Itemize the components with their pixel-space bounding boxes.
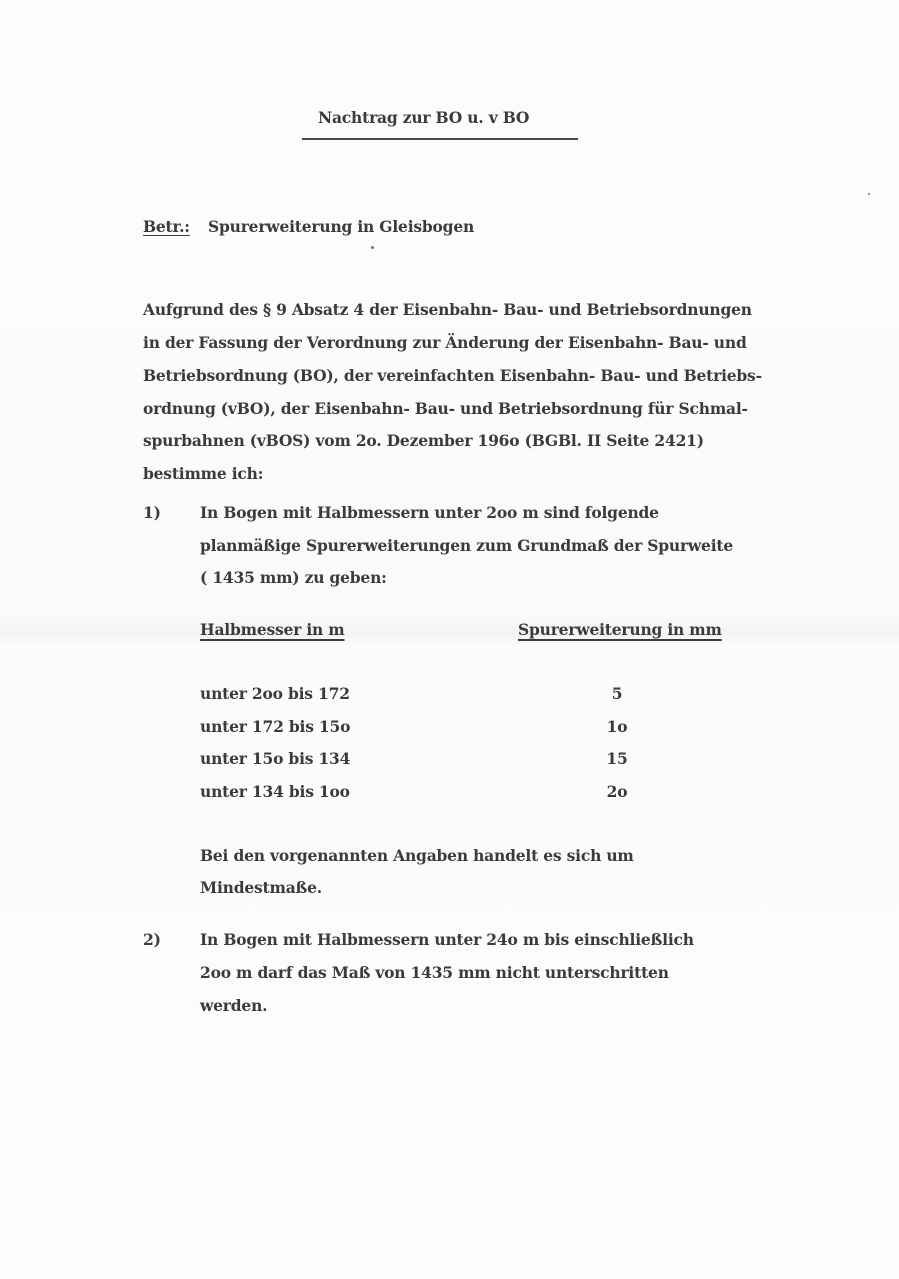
document-title: Nachtrag zur BO u. v BO (318, 108, 530, 127)
item-1-line: In Bogen mit Halbmessern unter 2oo m sind folgende (200, 503, 659, 522)
intro-line: Aufgrund des § 9 Absatz 4 der Eisenbahn- Bau- und Betriebsordnungen (143, 300, 752, 319)
item-1-number: 1) (143, 503, 161, 522)
item-1-line: ( 1435 mm) zu geben: (200, 568, 387, 587)
table-header-radius: Halbmesser in m (200, 620, 345, 639)
table-cell-radius: unter 172 bis 15o (200, 717, 351, 736)
intro-line: spurbahnen (vBOS) vom 2o. Dezember 196o (BGBl. II Seite 2421) (143, 431, 704, 450)
subject-text: Spurerweiterung in Gleisbogen (208, 217, 475, 236)
table-header-widening: Spurerweiterung in mm (518, 620, 722, 639)
intro-line: in der Fassung der Verordnung zur Änderung der Eisenbahn- Bau- und (143, 333, 747, 352)
item-2-line: werden. (200, 996, 268, 1015)
table-cell-radius: unter 15o bis 134 (200, 749, 351, 768)
table-cell-radius: unter 134 bis 1oo (200, 782, 350, 801)
paper-speck (868, 193, 870, 195)
table-cell-widening: 1o (606, 717, 628, 736)
item-1-line: planmäßige Spurerweiterungen zum Grundmaß der Spurweite (200, 536, 734, 555)
table-cell-radius: unter 2oo bis 172 (200, 684, 350, 703)
intro-line: Betriebsordnung (BO), der vereinfachten Eisenbahn- Bau- und Betriebs- (143, 366, 762, 385)
item-2-line: In Bogen mit Halbmessern unter 24o m bis einschließlich (200, 930, 694, 949)
paper-speck (371, 246, 374, 249)
subject-label: Betr.: (143, 217, 190, 236)
title-underline (302, 138, 578, 140)
item-2-number: 2) (143, 930, 161, 949)
item-1-note-line: Bei den vorgenannten Angaben handelt es sich um (200, 846, 634, 865)
item-2-line: 2oo m darf das Maß von 1435 mm nicht unterschritten (200, 963, 669, 982)
intro-line: ordnung (vBO), der Eisenbahn- Bau- und Betriebsordnung für Schmal- (143, 399, 748, 418)
intro-line: bestimme ich: (143, 464, 264, 483)
table-cell-widening: 5 (611, 684, 623, 703)
table-cell-widening: 2o (606, 782, 628, 801)
table-cell-widening: 15 (606, 749, 628, 768)
item-1-note-line: Mindestmaße. (200, 878, 322, 897)
